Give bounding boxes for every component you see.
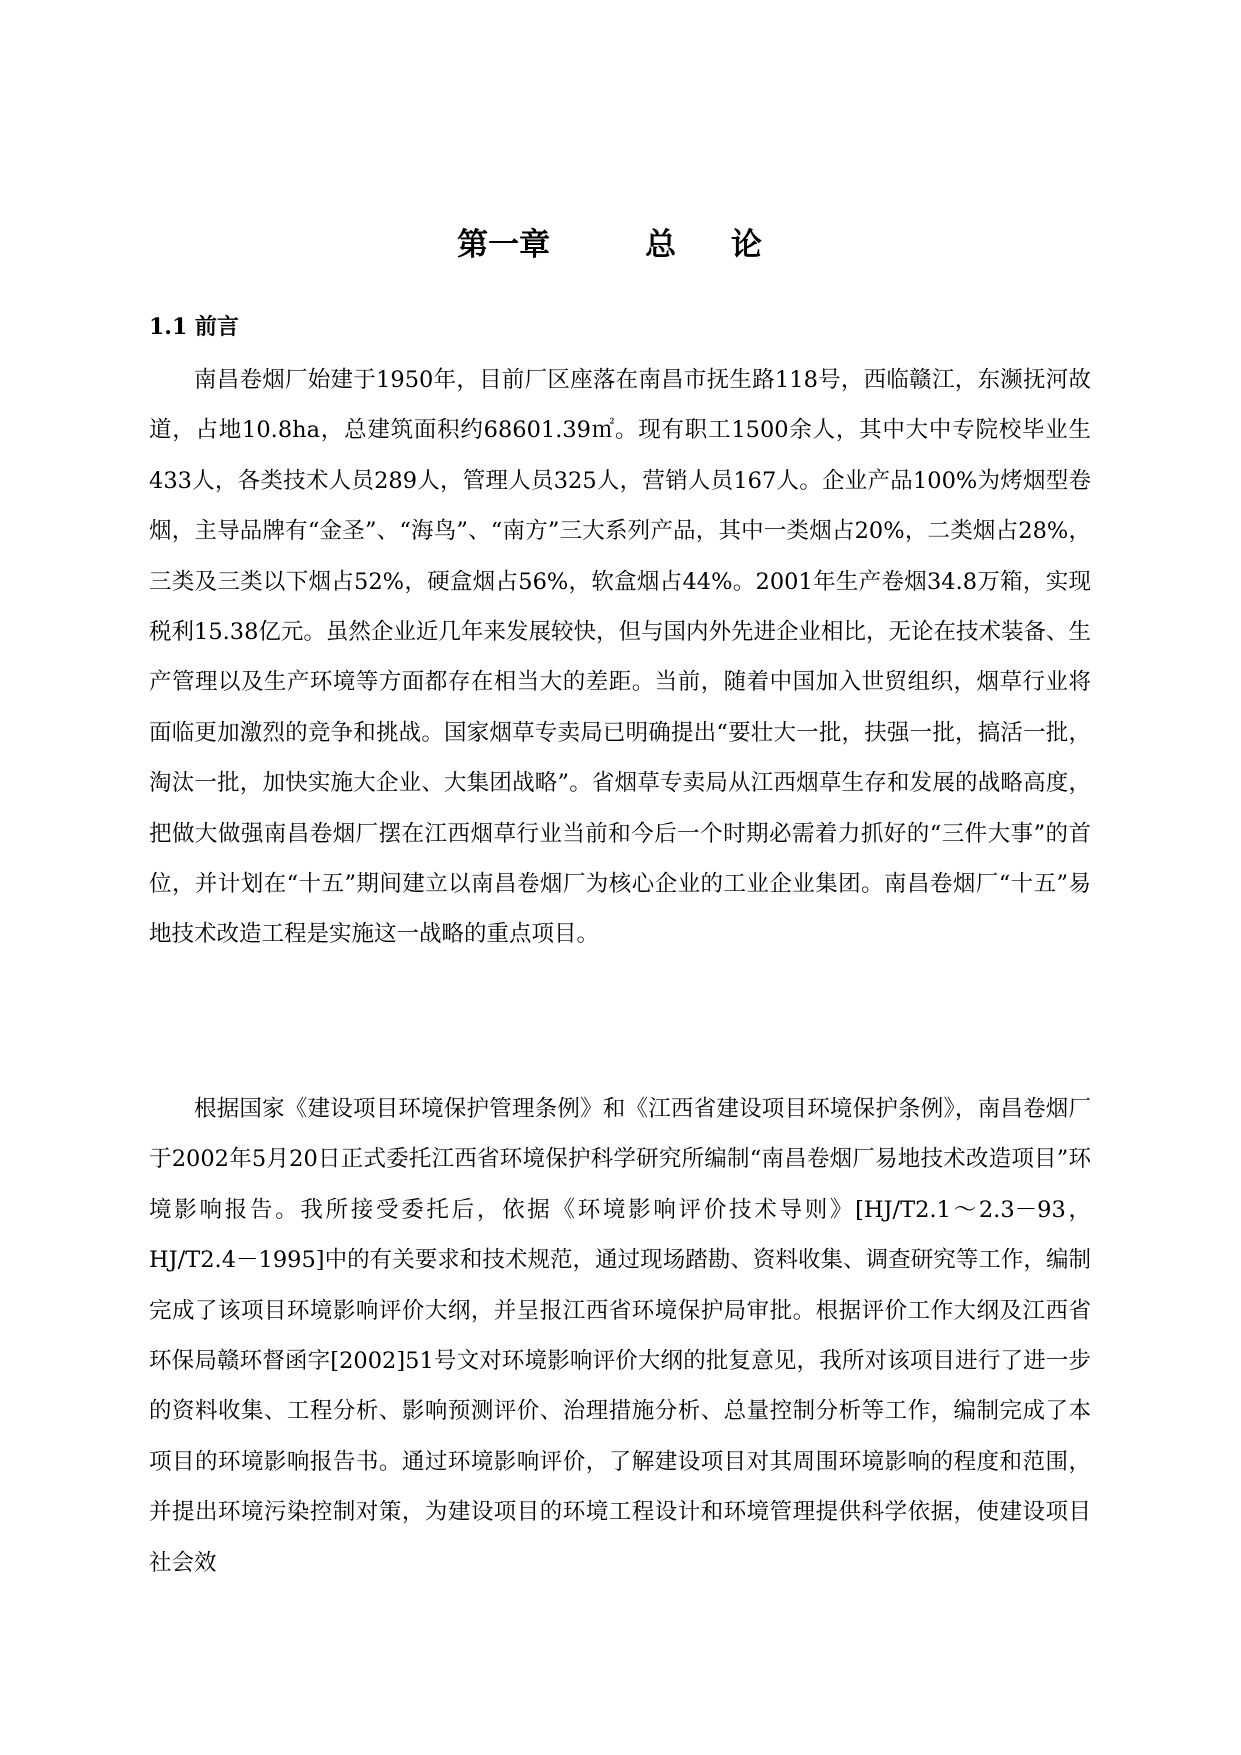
chapter-heading xyxy=(0,223,1241,267)
body-paragraph: 根据国家《建设项目环境保护管理条例》和《江西省建设项目环境保护条例》，南昌卷烟厂于2002年5月20日正式委托江西省环境保护科学研究所编制“南昌卷烟厂易地技术改造项目”环境影响报告。我所接受委托后，依据《环境影响评价技术导则》[HJ/T2.1～2.3－93，HJ/T2.4－1995]中的有关要求和技术规范，通过现场踏勘、资料收集、调查研究等工作，编制完成了该项目环境影响评价大纲，并呈报江西省环境保护局审批。根据评价工作大纲及江西省环保局赣环督函字[2002]51号文对环境影响评价大纲的批复意见，我所对该项目进行了进一步的资料收集、工程分析、影响预测评价、治理措施分析、总量控制分析等工作，编制完成了本项目的环境影响报告书。通过环境影响评价，了解建设项目对其周围环境影响的程度和范围，并提出环境污染控制对策，为建设项目的环境工程设计和环境管理提供科学依据，使建设项目社会效 xyxy=(149,1096,1091,1576)
section-heading: 1.1 前言 xyxy=(149,314,239,340)
chapter-number: 第一章 xyxy=(457,227,551,263)
body-paragraph: 南昌卷烟厂始建于1950年，目前厂区座落在南昌市抚生路118号，西临赣江，东濒抚河故道，占地10.8ha，总建筑面积约68601.39㎡。现有职工1500余人，其中大中专院校毕业生433人，各类技术人员289人，管理人员325人，营销人员167人。企业产品100%为烤烟型卷烟，主导品牌有“金圣”、“海鸟”、“南方”三大系列产品，其中一类烟占20%，二类烟占28%，三类及三类以下烟占52%，硬盒烟占56%，软盒烟占44%。2001年生产卷烟34.8万箱，实现税利15.38亿元。虽然企业近几年来发展较快，但与国内外先进企业相比，无论在技术装备、生产管理以及生产环境等方面都存在相当大的差距。当前，随着中国加入世贸组织，烟草行业将面临更加激烈的竞争和挑战。国家烟草专卖局已明确提出“要壮大一批，扶强一批，搞活一批，淘汰一批，加快实施大企业、大集团战略”。省烟草专卖局从江西烟草生存和发展的战略高度，把做大做强南昌卷烟厂摆在江西烟草行业当前和今后一个时期必需着力抓好的“三件大事”的首位，并计划在“十五”期间建立以南昌卷烟厂为核心企业的工业企业集团。南昌卷烟厂“十五”易地技术改造工程是实施这一战略的重点项目。 xyxy=(149,367,1091,948)
chapter-title: 总 论 xyxy=(645,227,784,263)
